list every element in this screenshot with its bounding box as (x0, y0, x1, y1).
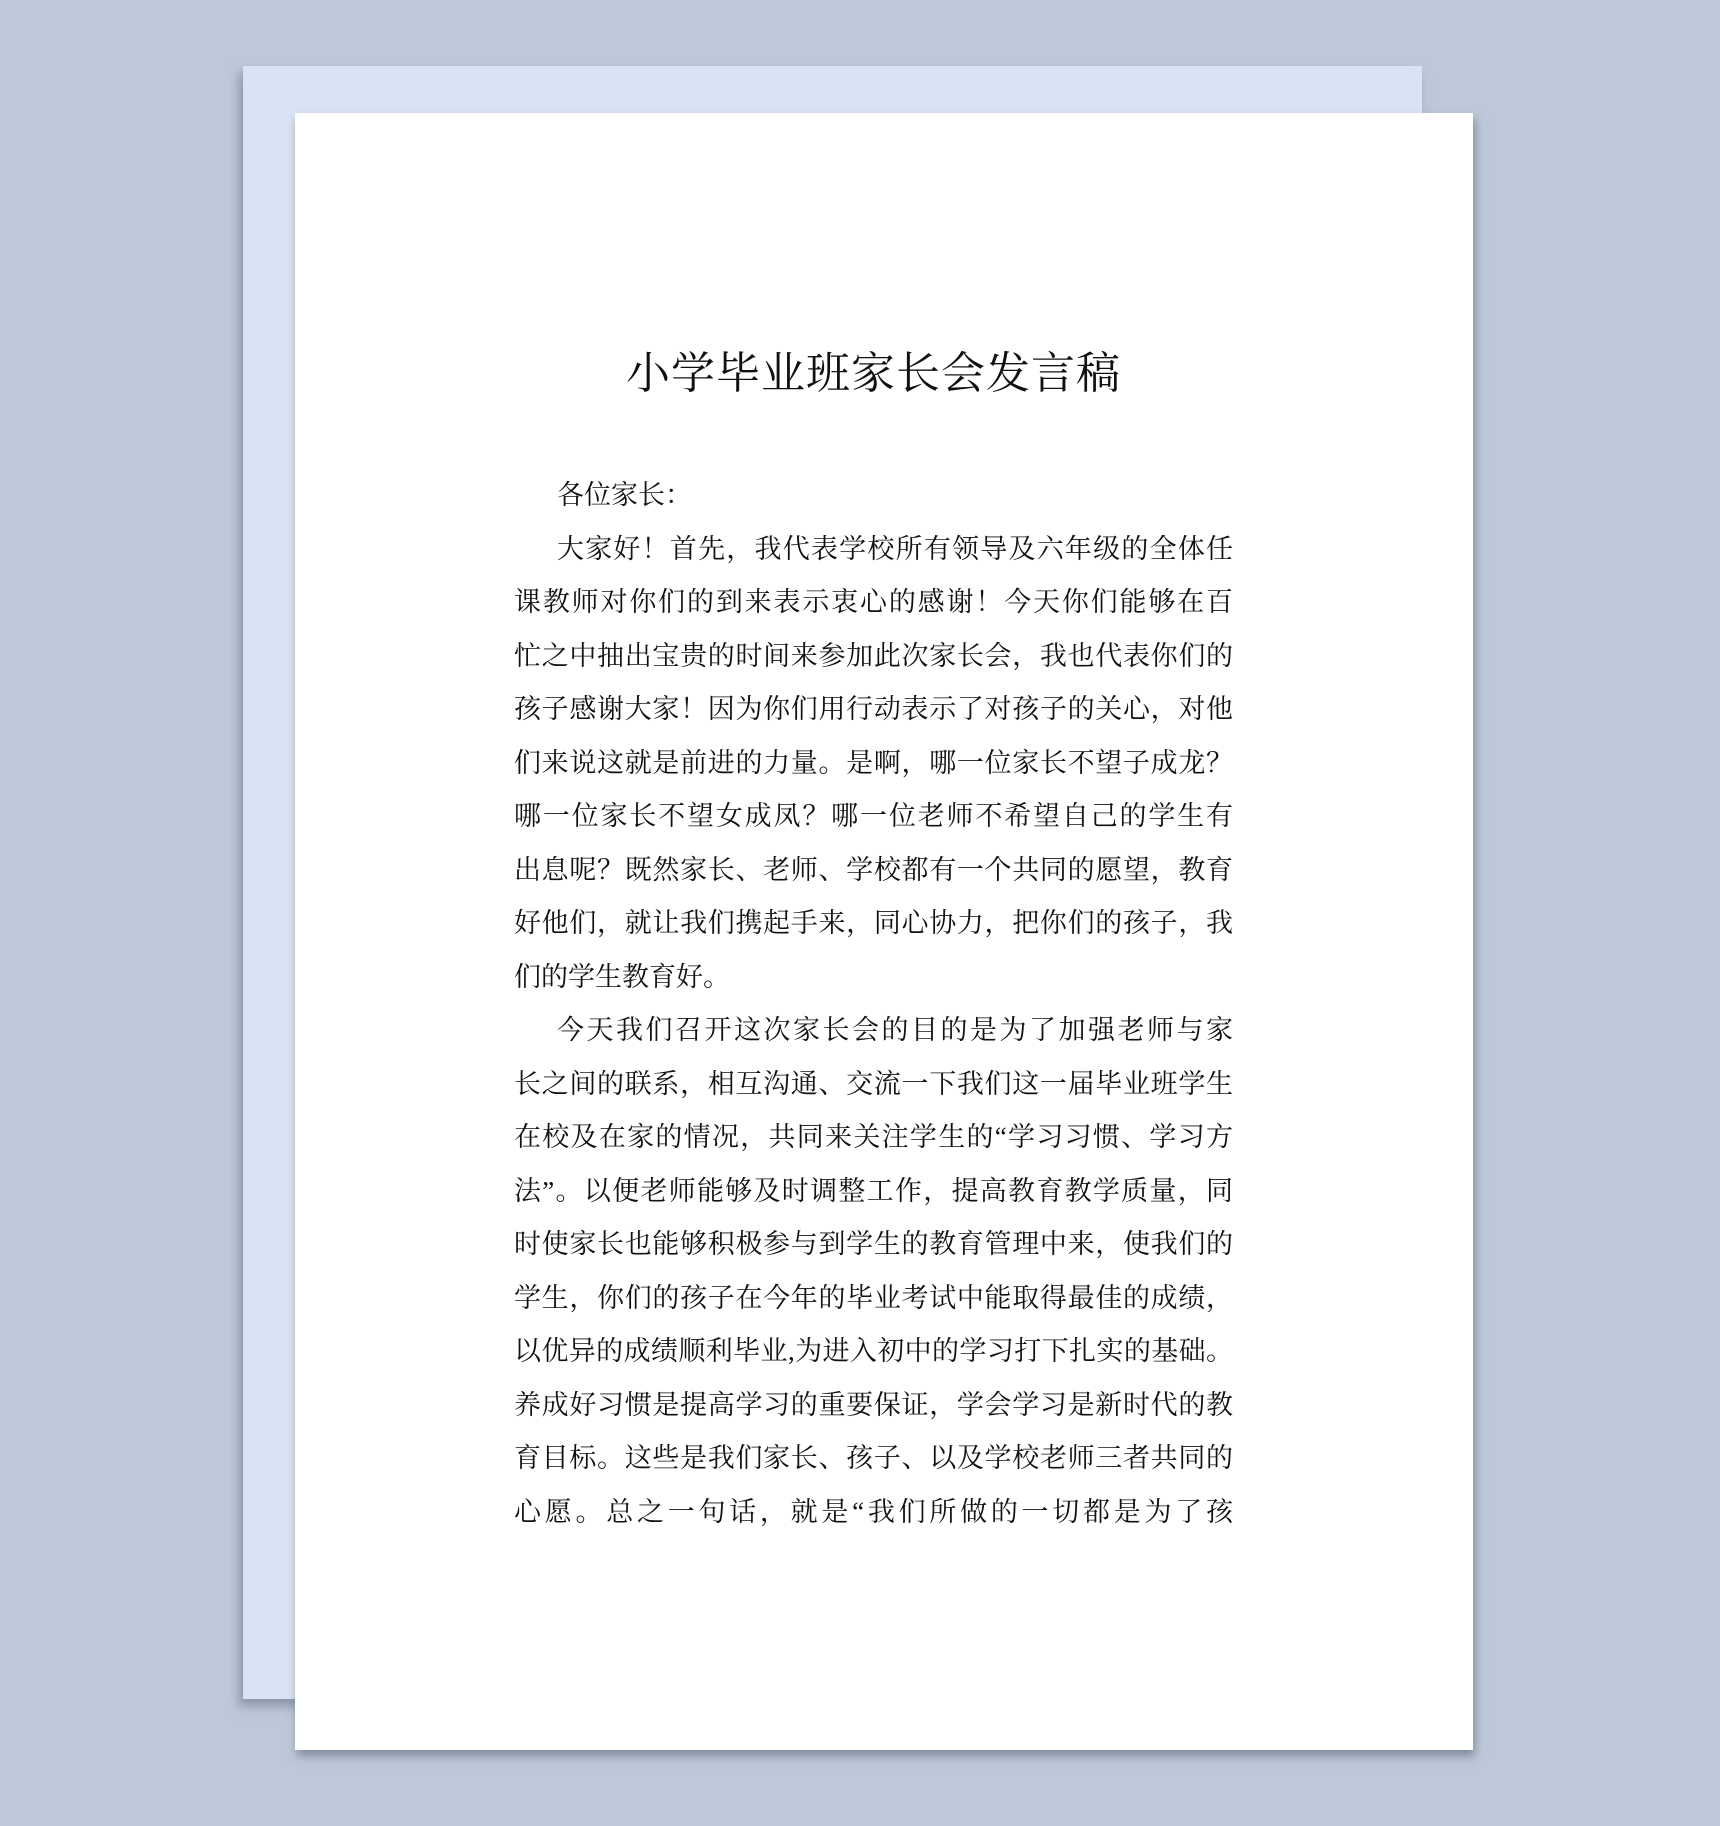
text-line: 出息呢？既然家长、老师、学校都有一个共同的愿望，教育 (514, 854, 1233, 885)
document-title: 小学毕业班家长会发言稿 (626, 349, 1121, 398)
text-line: 学生，你们的孩子在今年的毕业考试中能取得最佳的成绩， (514, 1282, 1233, 1313)
document-page (295, 113, 1473, 1750)
text-line: 育目标。这些是我们家长、孩子、以及学校老师三者共同的 (514, 1443, 1233, 1473)
text-line: 时使家长也能够积极参与到学生的教育管理中来，使我们的 (514, 1229, 1233, 1259)
text-line: 各位家长： (557, 480, 692, 510)
text-line: 在校及在家的情况，共同来关注学生的“学习习惯、学习方 (514, 1122, 1233, 1152)
text-line: 今天我们召开这次家长会的目的是为了加强老师与家 (557, 1015, 1233, 1045)
text-line: 长之间的联系，相互沟通、交流一下我们这一届毕业班学生 (514, 1068, 1233, 1099)
text-line: 好他们，就让我们携起手来，同心协力，把你们的孩子，我 (514, 908, 1233, 938)
text-line: 们的学生教育好。 (514, 961, 730, 992)
text-line: 忙之中抽出宝贵的时间来参加此次家长会，我也代表你们的 (514, 640, 1233, 671)
text-line: 大家好！首先，我代表学校所有领导及六年级的全体任 (557, 533, 1233, 564)
text-line: 养成好习惯是提高学习的重要保证，学会学习是新时代的教 (514, 1389, 1233, 1420)
text-line: 以优异的成绩顺利毕业,为进入初中的学习打下扎实的基础。 (514, 1336, 1233, 1366)
text-line: 课教师对你们的到来表示衷心的感谢！今天你们能够在百 (514, 587, 1233, 617)
text-line: 们来说这就是前进的力量。是啊，哪一位家长不望子成龙？ (514, 747, 1233, 778)
text-line: 法”。以便老师能够及时调整工作，提高教育教学质量，同 (514, 1175, 1233, 1206)
document-body (514, 469, 1233, 1539)
text-line: 孩子感谢大家！因为你们用行动表示了对孩子的关心，对他 (514, 694, 1233, 724)
text-line: 哪一位家长不望女成凤？哪一位老师不希望自己的学生有 (514, 801, 1233, 831)
text-line: 心愿。总之一句话，就是“我们所做的一切都是为了孩 (514, 1496, 1233, 1527)
